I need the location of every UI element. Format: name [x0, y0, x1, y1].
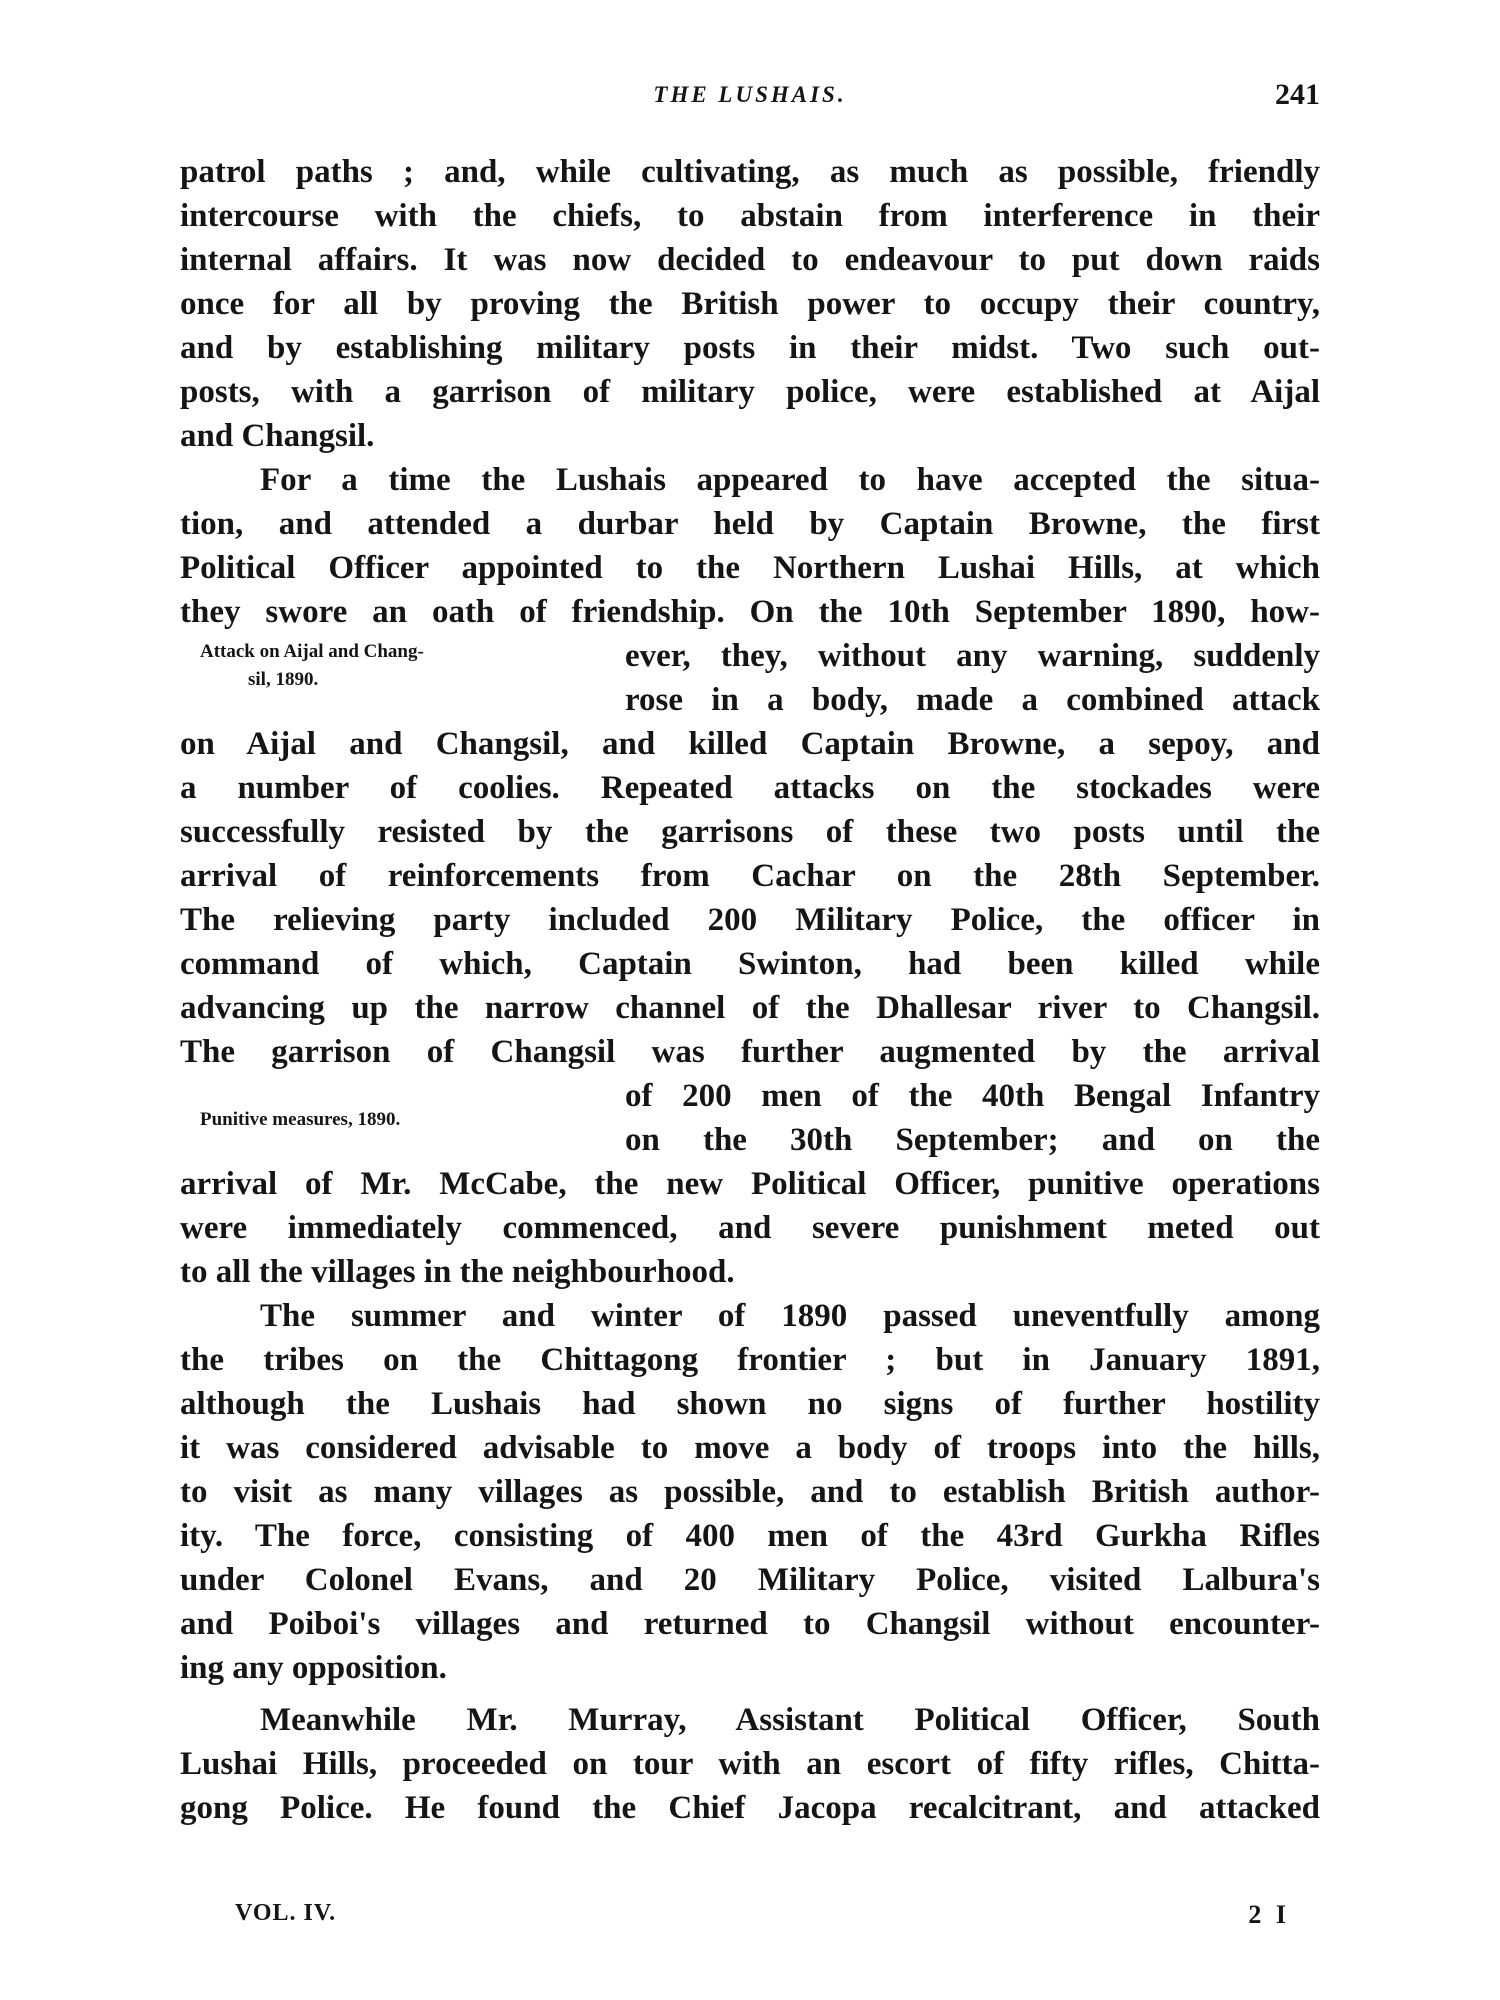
text-line: and Poiboi's villages and returned to Changsil without encounter- [180, 1606, 1320, 1642]
running-title: THE LUSHAIS. [653, 82, 847, 107]
text-line: ever, they, without any warning, suddenly [625, 638, 1320, 674]
text-line: once for all by proving the British power to occupy their country, [180, 286, 1320, 322]
text-line: although the Lushais had shown no signs of further hostility [180, 1386, 1320, 1422]
text-line: arrival of Mr. McCabe, the new Political Officer, punitive operations [180, 1166, 1320, 1202]
text-line: command of which, Captain Swinton, had been killed while [180, 946, 1320, 982]
text-line: The garrison of Changsil was further augmented by the arrival [180, 1034, 1320, 1070]
text-line: were immediately commenced, and severe punishment meted out [180, 1210, 1320, 1246]
text-line: arrival of reinforcements from Cachar on the 28th September. [180, 858, 1320, 894]
text-line: For a time the Lushais appeared to have accepted the situa- [260, 462, 1320, 498]
margin-note-punitive [200, 1106, 600, 1134]
text-line: of 200 men of the 40th Bengal Infantry [625, 1078, 1320, 1114]
text-line: ity. The force, consisting of 400 men of the 43rd Gurkha Rifles [180, 1518, 1320, 1554]
page-header [180, 78, 1320, 118]
text-line: on the 30th September; and on the [625, 1122, 1320, 1158]
text-line: The summer and winter of 1890 passed uneventfully among [260, 1298, 1320, 1334]
text-line: they swore an oath of friendship. On the 10th September 1890, how- [180, 594, 1320, 630]
text-line: and Changsil. [180, 418, 375, 454]
volume-label: VOL. IV. [235, 1900, 337, 1926]
margin-note-attack [200, 638, 600, 694]
margin-note-line: Attack on Aijal and Chang- [200, 641, 424, 662]
text-line: intercourse with the chiefs, to abstain from interference in their [180, 198, 1320, 234]
text-line: internal affairs. It was now decided to endeavour to put down raids [180, 242, 1320, 278]
page-number: 241 [1275, 78, 1320, 111]
margin-note-line: sil, 1890. [248, 669, 319, 690]
text-line: to all the villages in the neighbourhood. [180, 1254, 735, 1290]
text-line: on Aijal and Changsil, and killed Captain Browne, a sepoy, and [180, 726, 1320, 762]
text-line: gong Police. He found the Chief Jacopa recalcitrant, and attacked [180, 1790, 1320, 1826]
text-line: the tribes on the Chittagong frontier ; but in January 1891, [180, 1342, 1320, 1378]
text-line: rose in a body, made a combined attack [625, 682, 1320, 718]
text-line: posts, with a garrison of military police, were established at Aijal [180, 374, 1320, 410]
text-line: tion, and attended a durbar held by Captain Browne, the first [180, 506, 1320, 542]
text-line: The relieving party included 200 Military Police, the officer in [180, 902, 1320, 938]
margin-note-line: Punitive measures, 1890. [200, 1109, 401, 1130]
text-line: and by establishing military posts in their midst. Two such out- [180, 330, 1320, 366]
text-line: advancing up the narrow channel of the Dhallesar river to Changsil. [180, 990, 1320, 1026]
text-line: Lushai Hills, proceeded on tour with an escort of fifty rifles, Chitta- [180, 1746, 1320, 1782]
text-line: ing any opposition. [180, 1650, 447, 1686]
text-line: Political Officer appointed to the Northern Lushai Hills, at which [180, 550, 1320, 586]
text-line: successfully resisted by the garrisons of these two posts until the [180, 814, 1320, 850]
text-line: a number of coolies. Repeated attacks on the stockades were [180, 770, 1320, 806]
text-line: it was considered advisable to move a body of troops into the hills, [180, 1430, 1320, 1466]
text-line: under Colonel Evans, and 20 Military Police, visited Lalbura's [180, 1562, 1320, 1598]
text-line: to visit as many villages as possible, and to establish British author- [180, 1474, 1320, 1510]
text-line: Meanwhile Mr. Murray, Assistant Political Officer, South [260, 1702, 1320, 1738]
signature-mark: 2 I [1248, 1900, 1290, 1929]
text-line: patrol paths ; and, while cultivating, as much as possible, friendly [180, 154, 1320, 190]
